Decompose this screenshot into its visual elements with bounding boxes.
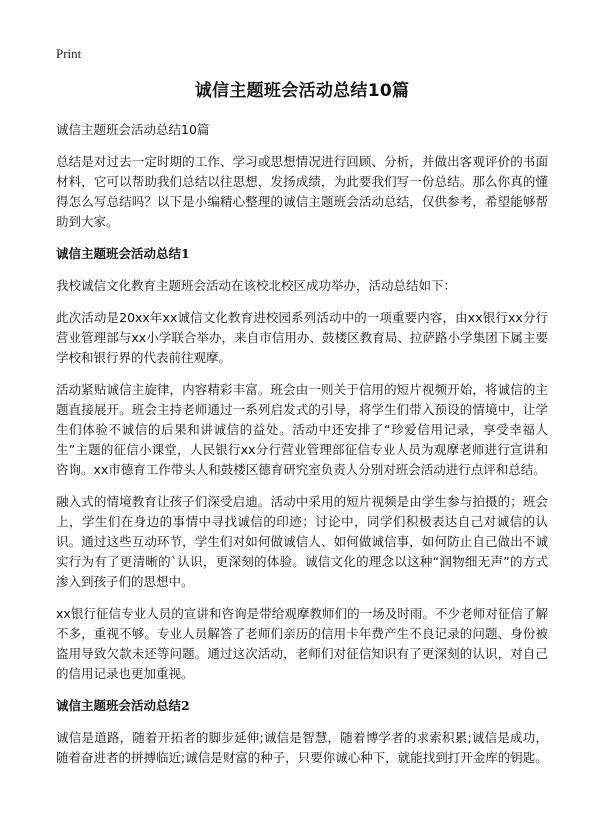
document-body — [56, 78, 548, 780]
intro-paragraph: 总结是对过去一定时期的工作、学习或思想情况进行回顾、分析，并做出客观评价的书面材料，它可以帮助我们总结以往思想，发扬成绩，为此要我们写一份总结。那么你真的懂得怎么写总结吗？以下是小编精心整理的诚信主题班会活动总结，仅供参考，希望能够帮助到大家。 — [56, 154, 548, 229]
section-heading-2: 诚信主题班会活动总结2 — [56, 698, 190, 713]
section1-paragraph: 融入式的情境教育让孩子们深受启迪。活动中采用的短片视频是由学生参与拍摄的；班会上，学生们在身边的事情中寻找诚信的印迹；讨论中，同学们积极表达自己对诚信的认识。通过这些互动环节，学生们对如何做诚信人、如何做诚信事，如何防止自己做出不诚实行为有了更清晰的`认识，更深刻的体验。诚信文化的理念以这种“润物细无声”的方式渗入到孩子们的思想中。 — [56, 494, 548, 589]
section1-paragraph: 活动紧贴诚信主旋律，内容精彩丰富。班会由一则关于信用的短片视频开始，将诚信的主题直接展开。班会主持老师通过一系列启发式的引导，将学生们带入预设的情境中，让学生们体验不诚信的后果和讲诚信的益处。活动中还安排了“珍爱信用记录，享受幸福人生”主题的征信小课堂，人民银行xx分行营业管理部征信专业人员为观摩老师进行宣讲和咨询。xx市德育工作带头人和鼓楼区德育研究室负责人分别对班会活动进行点评和总结。 — [56, 382, 548, 477]
section2-paragraph: 诚信是道路，随着开拓者的脚步延伸;诚信是智慧，随着博学者的求索积累;诚信是成功，随着奋进者的拼搏临近;诚信是财富的种子，只要你诚心种下，就能找到打开金库的钥匙。 — [56, 730, 548, 765]
document-title: 诚信主题班会活动总结10篇 — [194, 81, 410, 101]
section1-paragraph: 此次活动是20xx年xx诚信文化教育进校园系列活动中的一项重要内容，由xx银行xx分行营业管理部与xx小学联合举办，来自市信用办、鼓楼区教育局、拉萨路小学集团下属主要学校和银行界的代表前往观摩。 — [56, 310, 548, 365]
print-link[interactable]: Print — [56, 46, 82, 61]
section-heading-1: 诚信主题班会活动总结1 — [56, 246, 190, 261]
document-subtitle: 诚信主题班会活动总结10篇 — [56, 122, 210, 137]
section1-paragraph: 我校诚信文化教育主题班会活动在该校北校区成功举办，活动总结如下： — [56, 278, 457, 293]
section1-paragraph: xx银行征信专业人员的宣讲和咨询是带给观摩教师们的一场及时雨。不少老师对征信了解不多，重视不够。专业人员解答了老师们亲历的信用卡年费产生不良记录的问题、身份被盗用导致欠款未还等问题。通过这次活动，老师们对征信知识有了更深刻的认识，对自己的信用记录也更加重视。 — [56, 606, 548, 681]
